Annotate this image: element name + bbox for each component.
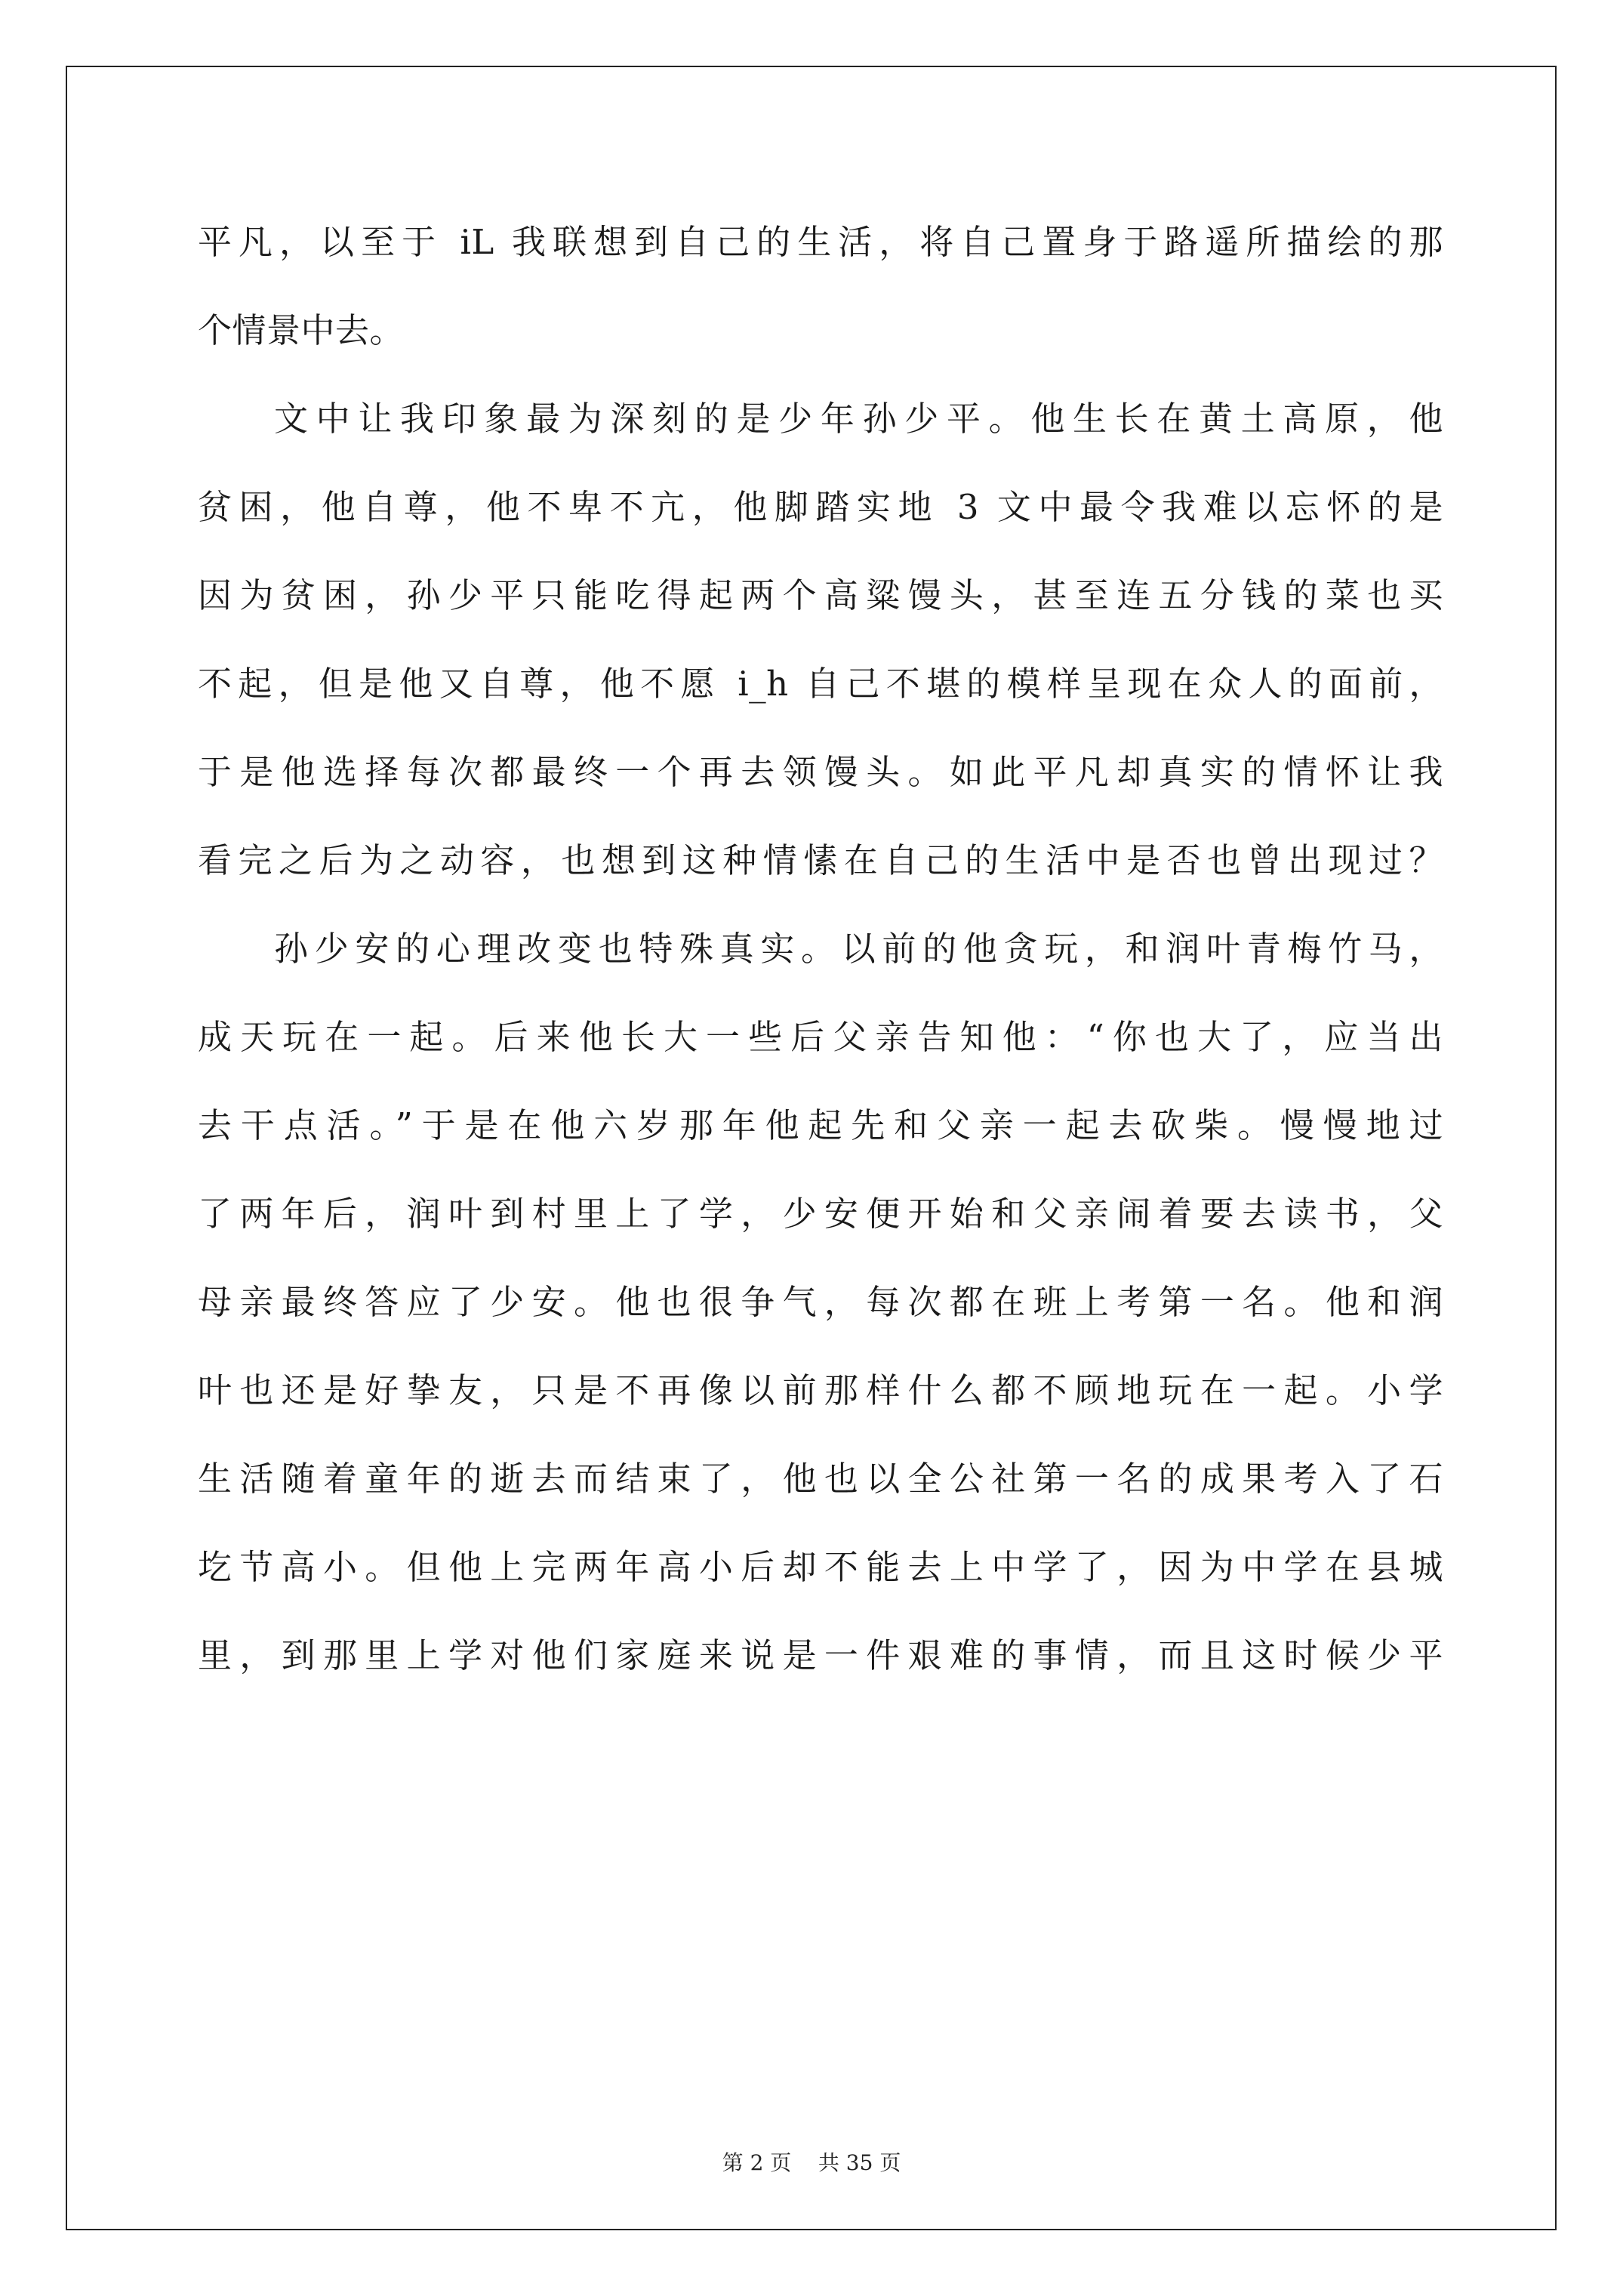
text-line: 了两年后，润叶到村里上了学，少安便开始和父亲闹着要去读书，父 xyxy=(198,1194,1443,1234)
text-line: 贫困，他自尊，他不卑不亢，他脚踏实地 3 文中最令我难以忘怀的是 xyxy=(198,487,1443,527)
page-number-footer: 第 2 页 共 35 页 xyxy=(722,2150,901,2175)
text-line: 去干点活。”于是在他六岁那年他起先和父亲一起去砍柴。慢慢地过 xyxy=(198,1105,1443,1145)
text-line: 里，到那里上学对他们家庭来说是一件艰难的事情，而且这时候少平 xyxy=(198,1635,1443,1675)
text-line: 圪节高小。但他上完两年高小后却不能去上中学了，因为中学在县城 xyxy=(198,1547,1443,1587)
text-line: 因为贫困，孙少平只能吃得起两个高粱馒头，甚至连五分钱的菜也买 xyxy=(198,575,1443,615)
text-line: 母亲最终答应了少安。他也很争气，每次都在班上考第一名。他和润 xyxy=(198,1282,1443,1322)
text-line: 成天玩在一起。后来他长大一些后父亲告知他：“你也大了，应当出 xyxy=(198,1017,1443,1057)
paragraph-start-line: 文中让我印象最为深刻的是少年孙少平。他生长在黄土高原，他 xyxy=(274,399,1443,439)
paragraph-start-line: 孙少安的心理改变也特殊真实。以前的他贪玩，和润叶青梅竹马， xyxy=(274,929,1443,969)
text-line: 平凡，以至于 iL 我联想到自己的生活，将自己置身于路遥所描绘的那 xyxy=(198,222,1443,262)
text-line: 看完之后为之动容，也想到这种情愫在自己的生活中是否也曾出现过？ xyxy=(198,840,1443,880)
body-text xyxy=(198,198,1443,1700)
text-line: 个情景中去。 xyxy=(198,310,405,350)
text-line: 不起，但是他又自尊，他不愿 i_h 自己不堪的模样呈现在众人的面前， xyxy=(198,664,1443,704)
text-line: 叶也还是好挚友，只是不再像以前那样什么都不顾地玩在一起。小学 xyxy=(198,1370,1443,1410)
text-line: 于是他选择每次都最终一个再去领馒头。如此平凡却真实的情怀让我 xyxy=(198,752,1443,792)
text-line: 生活随着童年的逝去而结束了，他也以全公社第一名的成果考入了石 xyxy=(198,1459,1443,1499)
